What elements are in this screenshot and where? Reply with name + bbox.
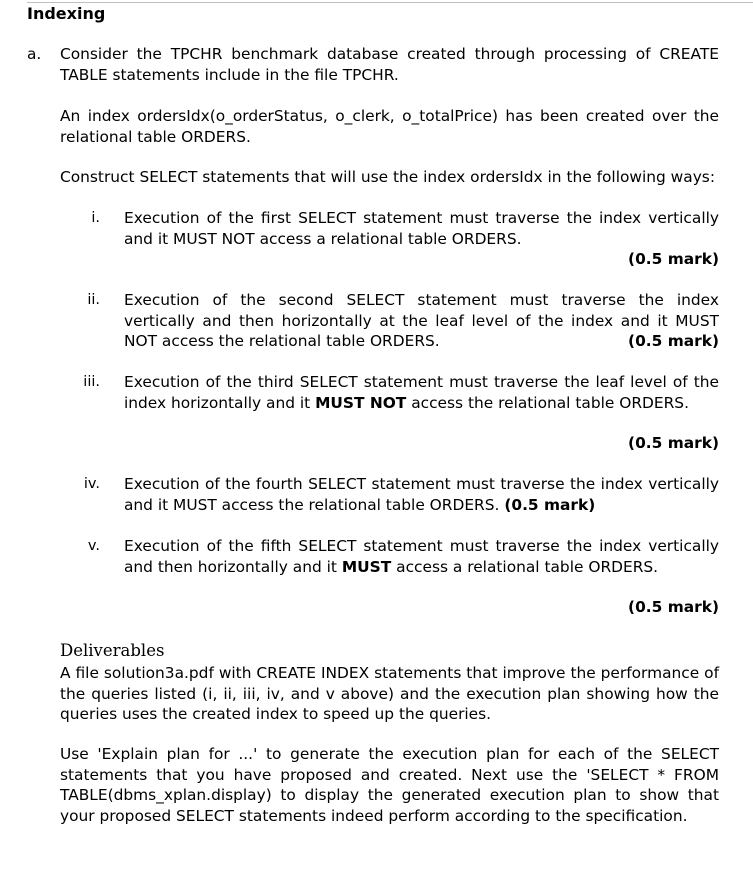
part-marker: a. [27, 45, 42, 63]
item-text-iii-emphasis: MUST NOT [315, 393, 407, 412]
item-mark-ii: (0.5 mark) [628, 332, 719, 350]
intro-paragraph: Consider the TPCHR benchmark database created through processing of CREATE TABLE statements include in the file TPCHR. [60, 45, 719, 84]
item-text-i: Execution of the first SELECT statement must traverse the index vertically and it MUST NOT access a relational table ORDERS. [124, 209, 719, 248]
deliverables-paragraph-2: Use 'Explain plan for ...' to generate the execution plan for each of the SELECT statements that you have proposed and created. Next use the 'SELECT * FROM TABLE(dbms_xplan.display) to display the generated execution plan to show that your proposed SELECT statements indeed perform according to the specification. [60, 745, 719, 825]
item-text-iv-body: Execution of the fourth SELECT statement must traverse the index vertically and it MUST access the relational table ORDERS. [124, 475, 719, 514]
item-numeral-ii: ii. [87, 292, 100, 308]
item-numeral-v: v. [87, 538, 100, 554]
item-text-iii-before: Execution of the third SELECT statement must traverse the leaf level of the index horizontally and it [124, 373, 719, 412]
construct-instruction-paragraph: Construct SELECT statements that will use the index ordersIdx in the following ways: [60, 168, 716, 186]
item-text-v-after: access a relational table ORDERS. [391, 557, 659, 576]
deliverables-paragraph-1: A file solution3a.pdf with CREATE INDEX statements that improve the performance of the queries listed (i, ii, iii, iv, and v above) and the execution plan showing how the queries uses the created index to speed up the queries. [60, 664, 719, 723]
item-mark-iv: (0.5 mark) [504, 495, 596, 514]
item-text-ii-body: Execution of the second SELECT statement must traverse the index vertically and then horizontally at the leaf level of the index and it MUST NOT access the relational table ORDERS. [124, 291, 719, 350]
item-mark-v: (0.5 mark) [628, 598, 719, 616]
item-text-v-emphasis: MUST [341, 557, 392, 576]
item-mark-i: (0.5 mark) [628, 250, 719, 268]
item-text-iv [124, 474, 719, 515]
item-numeral-i: i. [91, 210, 100, 226]
item-text-v [124, 536, 719, 577]
item-numeral-iv: iv. [83, 476, 100, 492]
deliverables-title: Deliverables [60, 641, 165, 660]
index-description-paragraph: An index ordersIdx(o_orderStatus, o_clerk, o_totalPrice) has been created over the relational table ORDERS. [60, 107, 719, 146]
item-text-iii [124, 372, 719, 413]
top-divider [27, 2, 753, 3]
section-heading: Indexing [27, 4, 106, 23]
item-text-v-before: Execution of the fifth SELECT statement must traverse the index vertically and then horizontally and it [124, 537, 719, 576]
item-numeral-iii: iii. [83, 374, 100, 390]
item-mark-iii: (0.5 mark) [628, 434, 719, 452]
item-text-iii-after: access the relational table ORDERS. [406, 393, 689, 412]
